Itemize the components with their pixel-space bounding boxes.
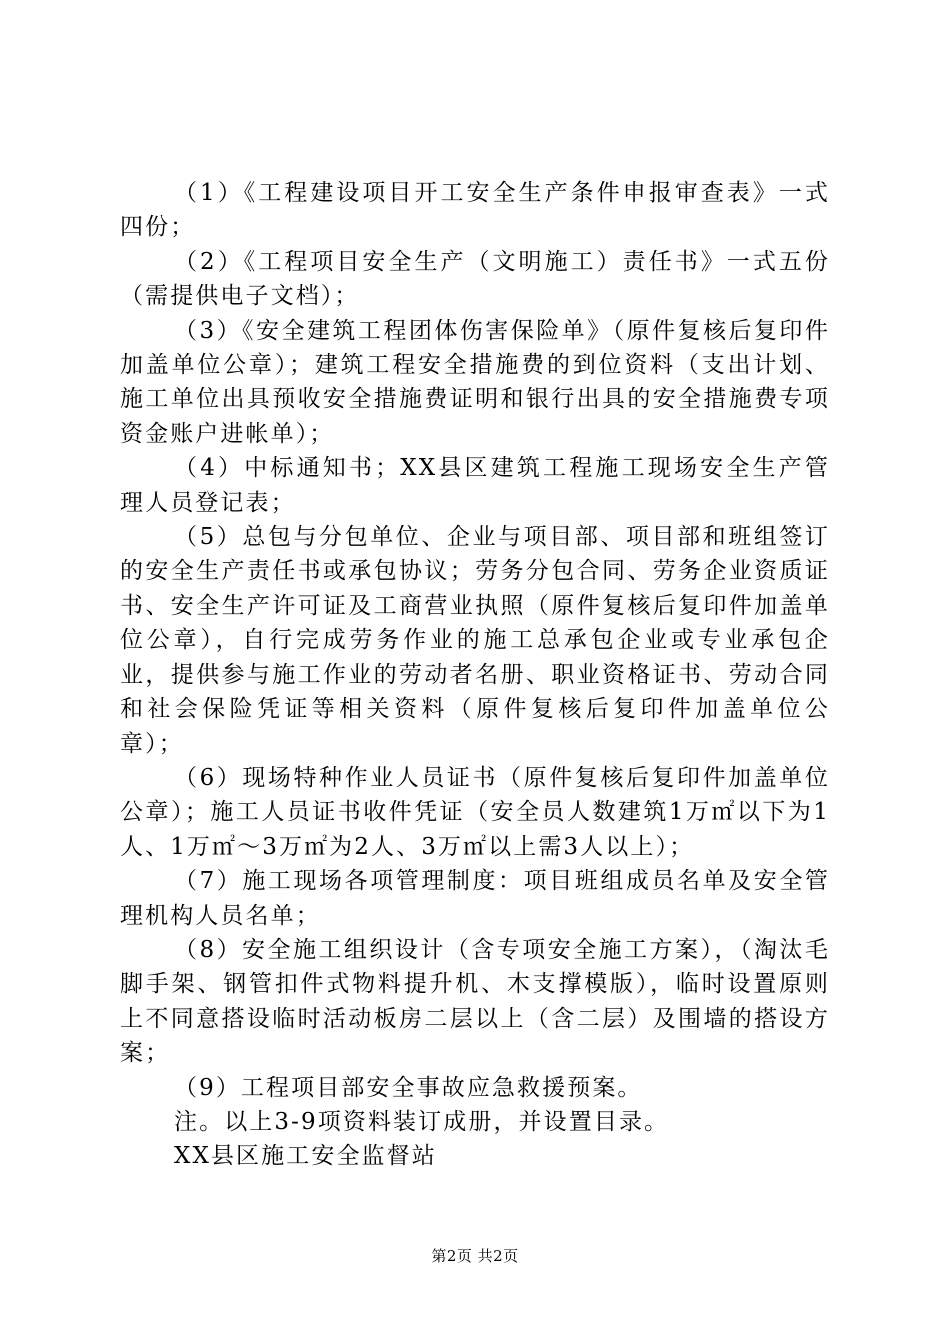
paragraph-item-1: （1）《工程建设项目开工安全生产条件申报审查表》一式四份； bbox=[120, 180, 830, 241]
page-footer: 第2页 共2页 bbox=[431, 1247, 519, 1265]
paragraph-item-8: （8）安全施工组织设计（含专项安全施工方案），（淘汰毛脚手架、钢管扣件式物料提升机、木支撑模版），临时设置原则上不同意搭设临时活动板房二层以上（含二层）及围墙的搭设方案； bbox=[120, 936, 830, 1067]
document-body bbox=[120, 176, 830, 1174]
issuer-signature: XX县区施工安全监督站 bbox=[174, 1143, 437, 1170]
paragraph-item-9: （9）工程项目部安全事故应急救援预案。 bbox=[174, 1074, 643, 1101]
paragraph-item-5: （5）总包与分包单位、企业与项目部、项目部和班组签订的安全生产责任书或承包协议；劳务分包合同、劳务企业资质证书、安全生产许可证及工商营业执照（原件复核后复印件加盖单位公章），自行完成劳务作业的施工总承包企业或专业承包企业，提供参与施工作业的劳动者名册、职业资格证书、劳动合同和社会保险凭证等相关资料（原件复核后复印件加盖单位公章）； bbox=[120, 524, 830, 757]
paragraph-item-2: （2）《工程项目安全生产（文明施工）责任书》一式五份（需提供电子文档）； bbox=[120, 248, 830, 310]
paragraph-item-3: （3）《安全建筑工程团体伤害保险单》（原件复核后复印件加盖单位公章）；建筑工程安全措施费的到位资料（支出计划、施工单位出具预收安全措施费证明和银行出具的安全措施费专项资金账户进帐单）； bbox=[120, 317, 830, 447]
paragraph-item-7: （7）施工现场各项管理制度：项目班组成员名单及安全管理机构人员名单； bbox=[120, 868, 830, 929]
paragraph-item-4: （4）中标通知书；XX县区建筑工程施工现场安全生产管理人员登记表； bbox=[120, 455, 830, 516]
paragraph-item-6: （6）现场特种作业人员证书（原件复核后复印件加盖单位公章）；施工人员证书收件凭证（安全员人数建筑1万㎡以下为1人、1万㎡～3万㎡为2人、3万㎡以上需3人以上）； bbox=[120, 764, 830, 860]
note-paragraph: 注。以上3-9项资料装订成册，并设置目录。 bbox=[174, 1108, 670, 1135]
